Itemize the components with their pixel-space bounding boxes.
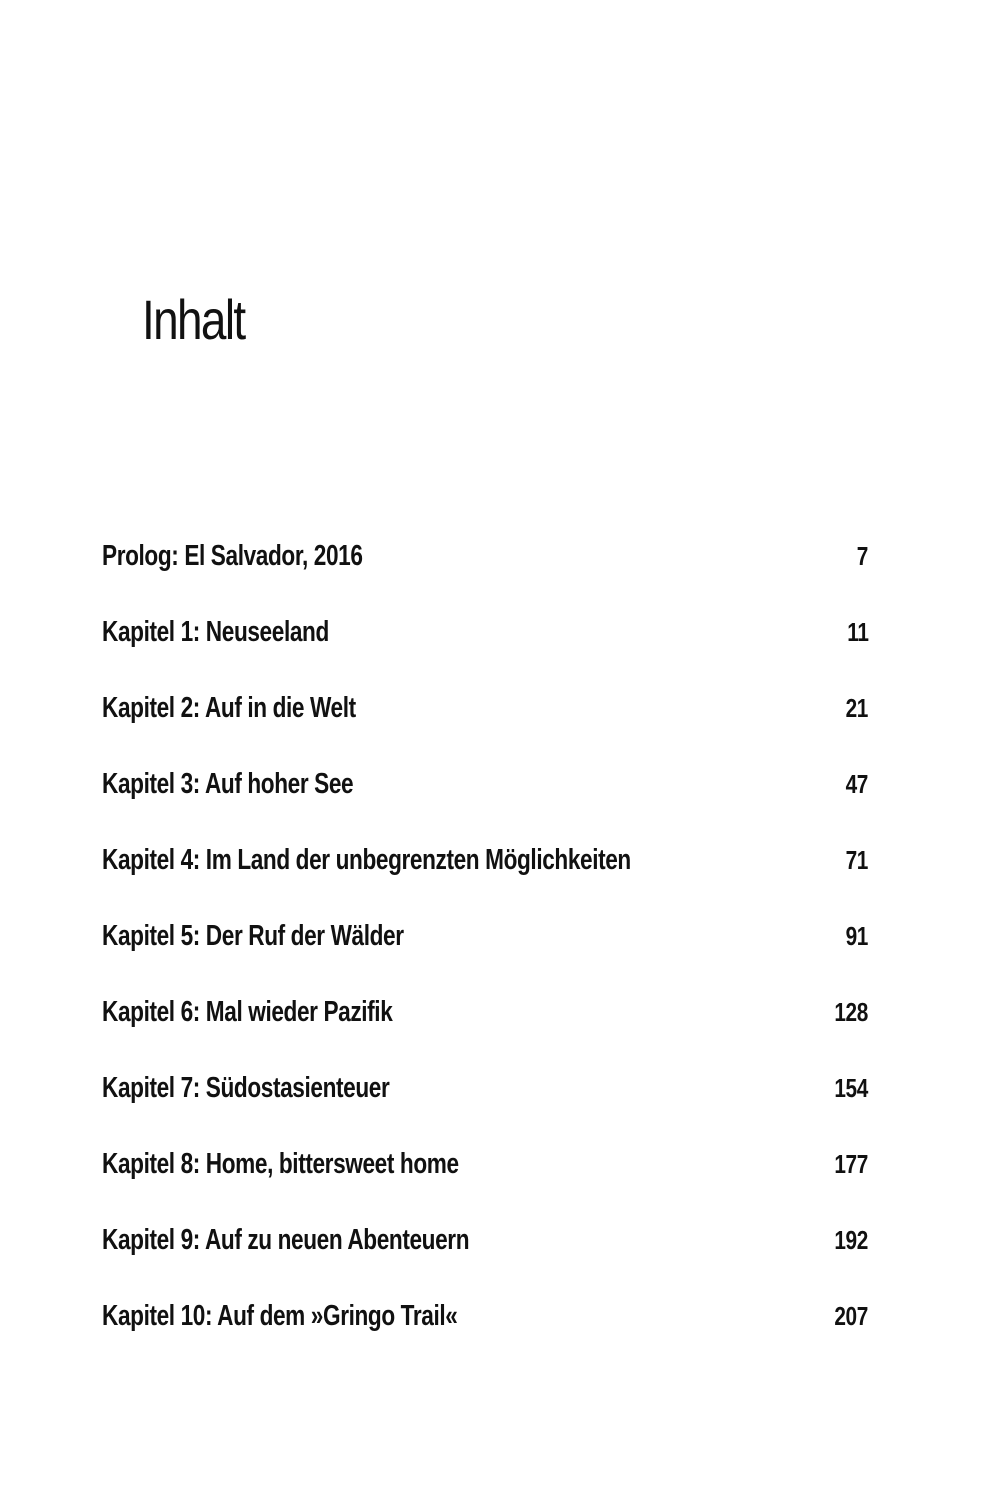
toc-entry (102, 764, 868, 840)
toc-entry-page: 177 (834, 1149, 868, 1179)
toc-entry-title: Kapitel 1: Neuseeland (102, 616, 329, 648)
toc-entry (102, 992, 868, 1068)
toc-entry (102, 536, 868, 612)
table-of-contents (102, 536, 868, 1372)
toc-entry (102, 612, 868, 688)
toc-entry (102, 1068, 868, 1144)
page-title: Inhalt (142, 287, 245, 351)
toc-entry-title: Kapitel 10: Auf dem »Gringo Trail« (102, 1300, 458, 1332)
toc-entry-title: Kapitel 3: Auf hoher See (102, 768, 354, 800)
toc-entry-page: 207 (834, 1301, 868, 1331)
toc-entry-title: Kapitel 8: Home, bittersweet home (102, 1148, 459, 1180)
toc-entry-page: 128 (834, 997, 868, 1027)
toc-entry (102, 688, 868, 764)
toc-entry-page: 47 (845, 769, 868, 799)
toc-entry (102, 916, 868, 992)
toc-entry-page: 21 (845, 693, 868, 723)
toc-entry-page: 7 (856, 541, 868, 571)
toc-entry-page: 192 (834, 1225, 868, 1255)
toc-entry-title: Kapitel 9: Auf zu neuen Abenteuern (102, 1224, 470, 1256)
toc-entry-page: 11 (846, 617, 868, 647)
toc-entry-title: Kapitel 7: Südostasienteuer (102, 1072, 390, 1104)
toc-entry-title: Kapitel 2: Auf in die Welt (102, 692, 356, 724)
toc-entry (102, 1144, 868, 1220)
toc-entry (102, 1296, 868, 1372)
toc-entry-page: 71 (845, 845, 868, 875)
toc-entry (102, 840, 868, 916)
toc-entry-page: 91 (845, 921, 868, 951)
toc-entry-title: Kapitel 6: Mal wieder Pazifik (102, 996, 393, 1028)
toc-entry-page: 154 (834, 1073, 868, 1103)
toc-entry (102, 1220, 868, 1296)
toc-entry-title: Kapitel 4: Im Land der unbegrenzten Möglichkeiten (102, 844, 631, 876)
toc-entry-title: Prolog: El Salvador, 2016 (102, 540, 363, 572)
toc-entry-title: Kapitel 5: Der Ruf der Wälder (102, 920, 404, 952)
